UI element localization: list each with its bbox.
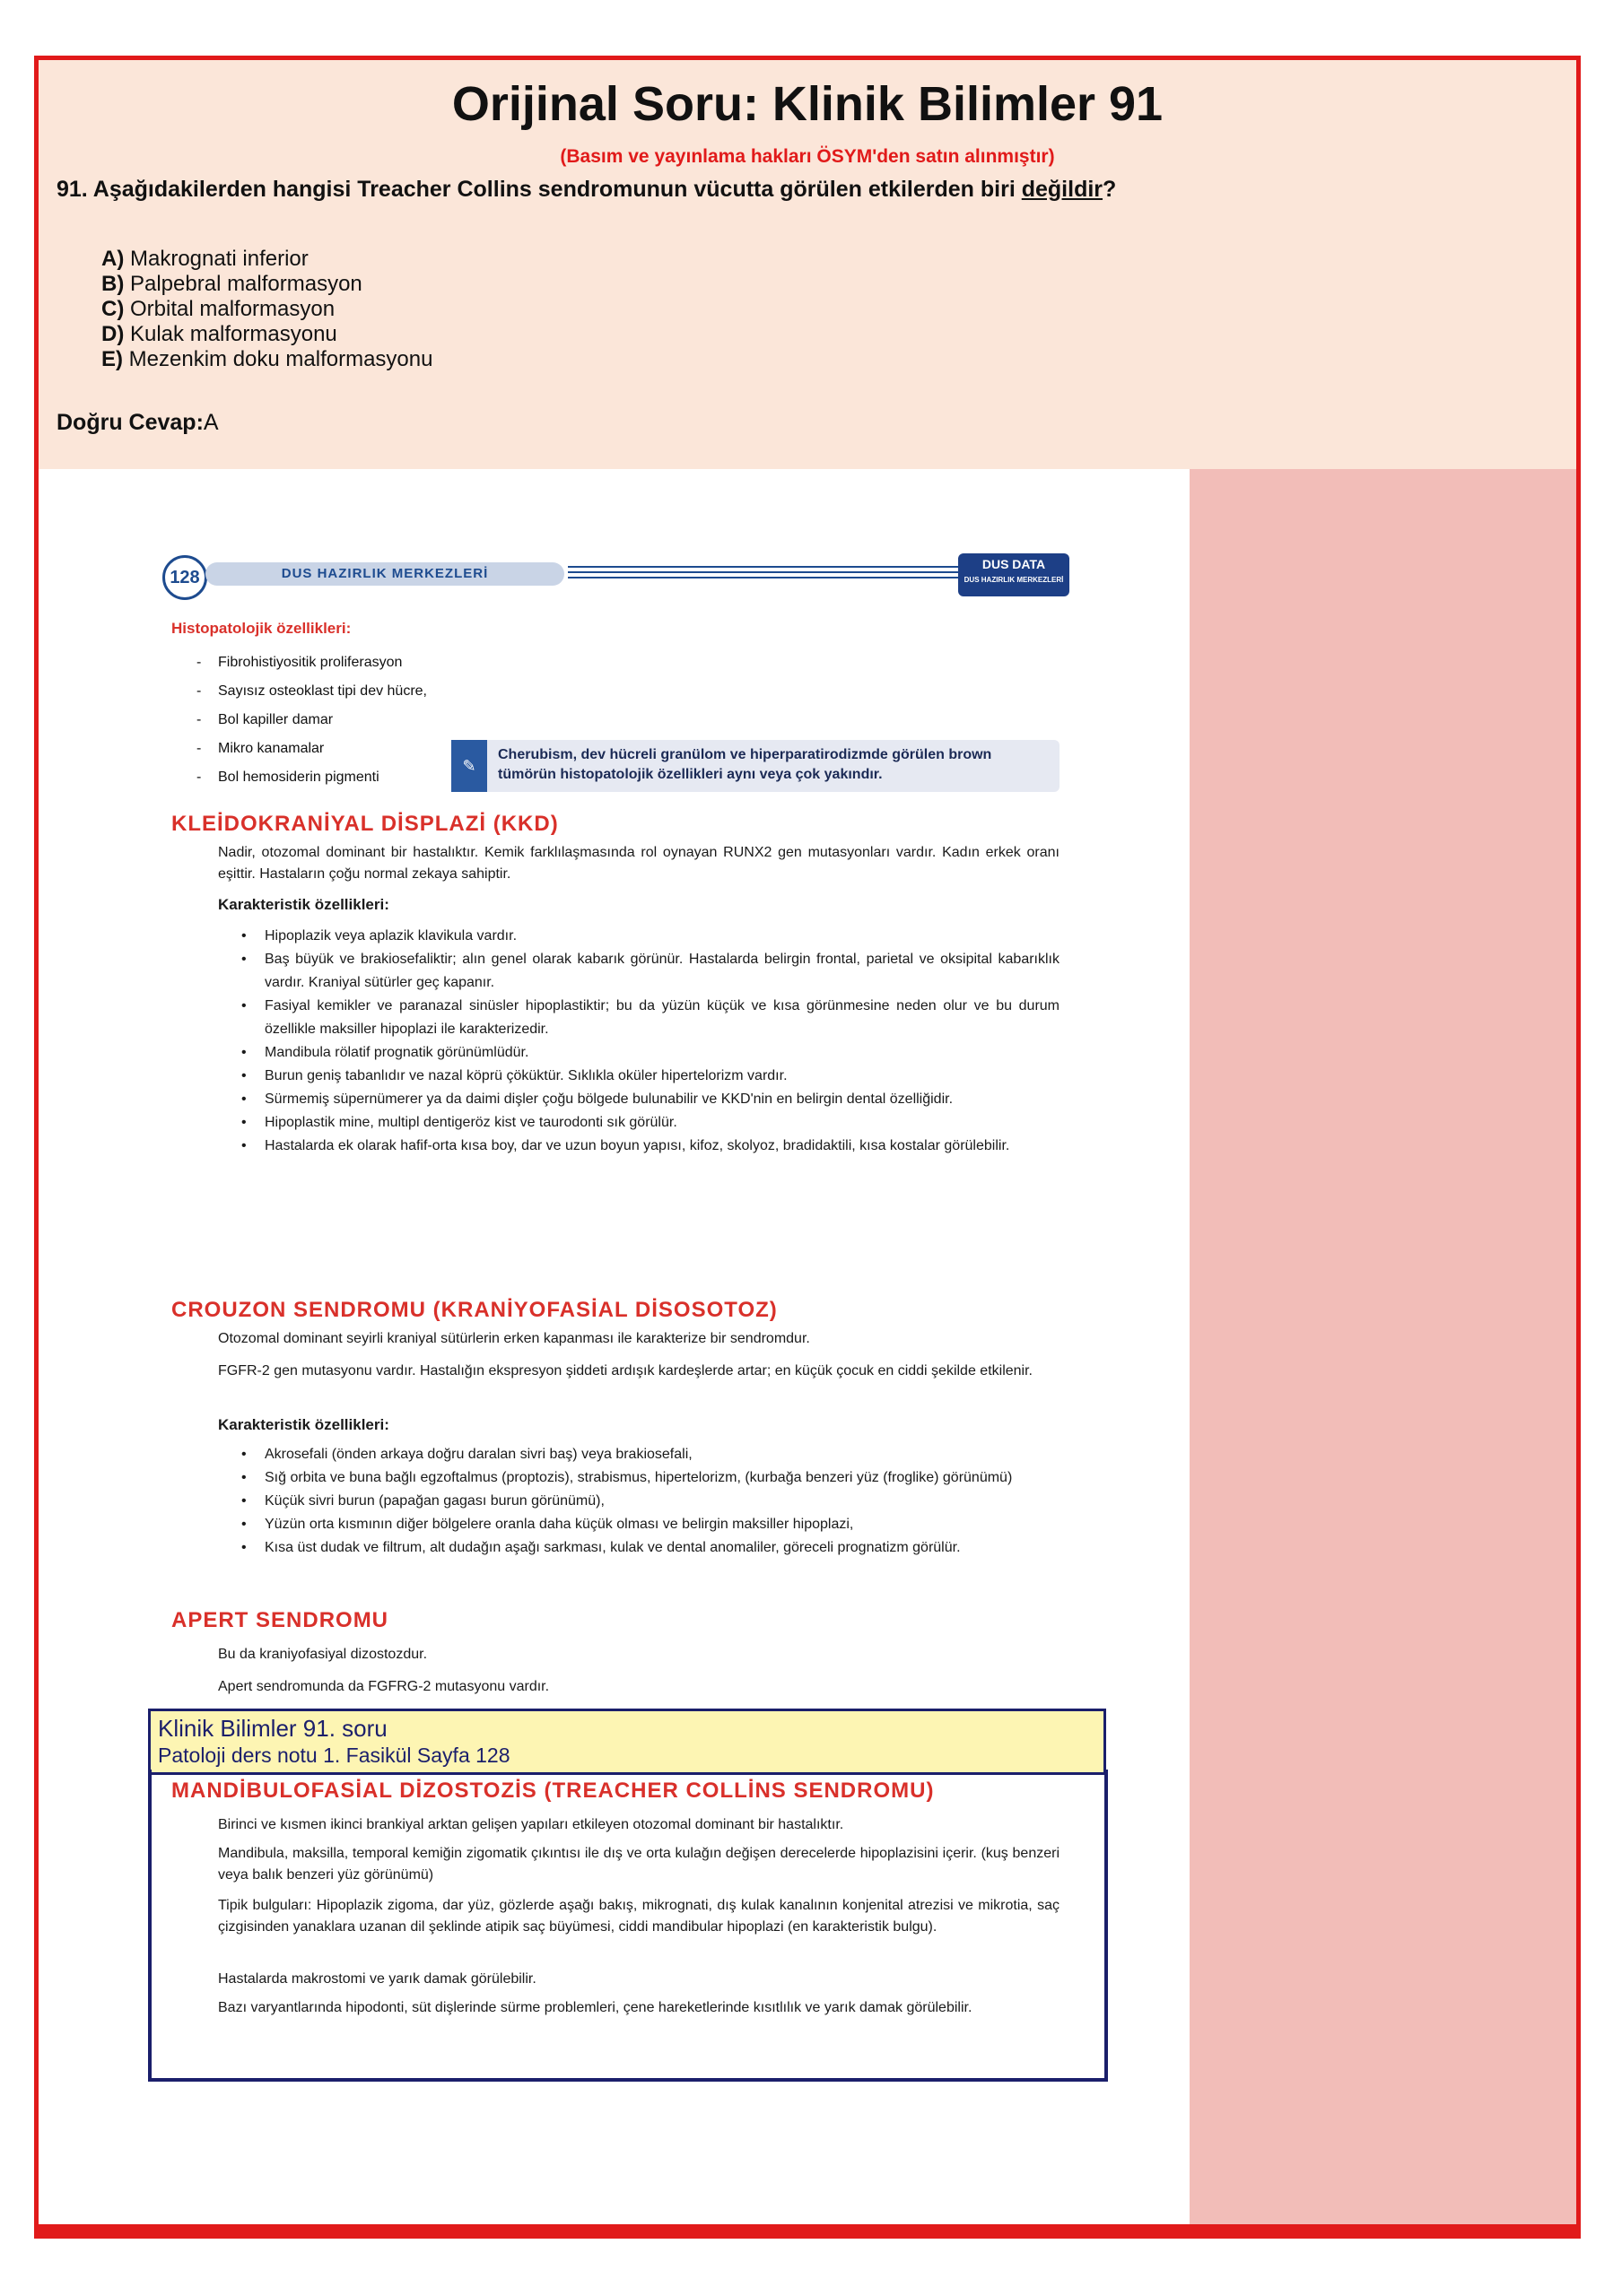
question-prefix: 91. Aşağıdakilerden hangisi Treacher Collins sendromunun vücutta görülen etkilerden biri [57,177,1022,202]
apert-p1: Bu da kraniyofasiyal dizostozdur. [218,1647,428,1662]
option-d: D) Kulak malformasyonu [101,322,337,346]
treacher-p1: Birinci ve kısmen ikinci brankiyal arktan gelişen yapıları etkileyen otozomal dominant bir hastalıktır. [218,1817,844,1832]
page-title: Orijinal Soru: Klinik Bilimler 91 [451,77,1164,131]
option-a: A) Makrognati inferior [101,247,309,271]
treacher-heading: MANDİBULOFASİAL DİZOSTOZİS (TREACHER COLLİNS SENDROMU) [171,1779,935,1803]
question-text [57,177,1116,203]
list-item: - Bol hemosiderin pigmenti [218,763,427,792]
treacher-p4: Hastalarda makrostomi ve yarık damak görülebilir. [218,1971,536,1987]
side-panel [1190,469,1576,2231]
bottom-bar [34,2224,1581,2239]
crouzon-heading: CROUZON SENDROMU (KRANİYOFASİAL DİSOSOTOZ) [171,1298,778,1322]
kkd-list [265,925,1060,1158]
list-item: - Sayısız osteoklast tipi dev hücre, [218,677,427,706]
note-text: Cherubism, dev hücreli granülom ve hiperparatirodizmde görülen brown tümörün histopatolojik özellikleri aynı veya çok yakındır. [498,747,992,782]
list-item: • Hipoplastik mine, multipl dentigeröz kist ve taurodonti sık görülür. [265,1111,1060,1135]
list-item: • Baş büyük ve brakiosefaliktir; alın genel olarak kabarık görünür. Hastalarda belirgin frontal, parietal ve oksipital kabarıklık vardır. Kraniyal sütürler geç kapanır. [265,948,1060,995]
list-item: • Küçük sivri burun (papağan gagası burun görünümü), [265,1490,1060,1513]
info-note [451,740,1060,792]
list-item: • Sığ orbita ve buna bağlı egzoftalmus (proptozis), strabismus, hipertelorizm, (kurbağa benzeri yüz (froglike) görünümü) [265,1466,1060,1490]
apert-heading: APERT SENDROMU [171,1608,389,1632]
option-c: C) Orbital malformasyon [101,297,336,321]
crouzon-subheading: Karakteristik özellikleri: [218,1416,389,1433]
list-item: • Mandibula rölatif prognatik görünümlüdür. [265,1041,1060,1065]
list-item: - Fibrohistiyositik proliferasyon [218,648,427,677]
list-item: - Bol kapiller damar [218,706,427,735]
treacher-p5: Bazı varyantlarında hipodonti, süt dişlerinde sürme problemleri, çene hareketlerinde kısıtlılık ve yarık damak görülebilir. [218,2000,972,2015]
source-line-1: Klinik Bilimler 91. soru [158,1715,388,1742]
list-item: • Kısa üst dudak ve filtrum, alt dudağın aşağı sarkması, kulak ve dental anomaliler, göreceli prognatizm görülür. [265,1536,1060,1560]
list-item: • Yüzün orta kısmının diğer bölgelere oranla daha küçük olması ve belirgin maksiller hipoplazi, [265,1513,1060,1536]
answer-options [101,247,432,372]
option-e: E) Mezenkim doku malformasyonu [101,347,433,371]
list-item: • Sürmemiş süpernümerer ya da daimi dişler çoğu bölgede bulunabilir ve KKD'nin en belirgin dental özelliğidir. [265,1088,1060,1111]
treacher-p2: Mandibula, maksilla, temporal kemiğin zigomatik çıkıntısı ile dış ve orta kulağın değişen derecelerde hipoplazisini içerir. (kuş benzeri veya balık benzeri yüz görünümü) [218,1846,1060,1883]
treacher-p3: Tipik bulguları: Hipoplazik zigoma, dar yüz, gözlerde aşağı bakış, mikrognati, dış kulak kanalının konjenital atrezisi ve mikrotia, saç çizgisinden yanaklara uzanan dil şeklinde atipik saç büyümesi, ciddi mandibular hipoplazi (en karakteristik bulgu). [218,1898,1060,1935]
dus-data-logo: DUS DATA DUS HAZIRLIK MERKEZLERİ [958,553,1069,596]
list-item: • Hastalarda ek olarak hafif-orta kısa boy, dar ve uzun boyun yapısı, kifoz, skolyoz, bradidaktili, kısa kostalar görülebilir. [265,1135,1060,1158]
page-banner: DUS HAZIRLIK MERKEZLERİ [205,562,564,586]
crouzon-list [265,1443,1060,1560]
option-b: B) Palpebral malformasyon [101,272,362,296]
question-header [39,60,1576,469]
source-line-2: Patoloji ders notu 1. Fasikül Sayfa 128 [158,1744,510,1767]
histo-heading: Histopatolojik özellikleri: [171,620,352,637]
histo-list [218,648,427,792]
kkd-intro: Nadir, otozomal dominant bir hastalıktır. Kemik farklılaşmasında rol oynayan RUNX2 gen mutasyonları vardır. Kadın erkek oranı eşittir. Hastaların çoğu normal zekaya sahiptir. [218,845,1060,882]
source-highlight [148,1709,1106,1775]
correct-answer: Doğru Cevap:A [57,410,219,435]
apert-p2: Apert sendromunda da FGFRG-2 mutasyonu vardır. [218,1679,550,1694]
page-frame [34,56,1581,2231]
list-item: • Hipoplazik veya aplazik klavikula vardır. [265,925,1060,948]
page-number: 128 [162,555,207,600]
list-item: • Burun geniş tabanlıdır ve nazal köprü çöküktür. Sıklıkla oküler hipertelorizm vardır. [265,1065,1060,1088]
note-icon: ✎ [451,740,487,792]
question-negation: değildir [1021,177,1103,202]
kkd-subheading: Karakteristik özellikleri: [218,896,389,913]
list-item: - Mikro kanamalar [218,735,427,763]
question-suffix: ? [1103,177,1117,202]
list-item: • Akrosefali (önden arkaya doğru daralan sivri baş) veya brakiosefali, [265,1443,1060,1466]
crouzon-p2: FGFR-2 gen mutasyonu vardır. Hastalığın ekspresyon şiddeti ardışık kardeşlerde artar; en küçük çocuk en ciddi şekilde etkilenir. [218,1363,1033,1378]
banner-lines [568,562,963,586]
list-item: • Fasiyal kemikler ve paranazal sinüsler hipoplastiktir; bu da yüzün küçük ve kısa görünmesine neden olur ve bu durum özellikle maksiller hipoplazi ile karakterizedir. [265,995,1060,1041]
copyright-notice: (Basım ve yayınlama hakları ÖSYM'den satın alınmıştır) [560,146,1055,167]
kkd-heading: KLEİDOKRANİYAL DİSPLAZİ (KKD) [171,812,559,836]
crouzon-p1: Otozomal dominant seyirli kraniyal sütürlerin erken kapanması ile karakterize bir sendromdur. [218,1331,810,1346]
textbook-page [39,469,1190,2231]
